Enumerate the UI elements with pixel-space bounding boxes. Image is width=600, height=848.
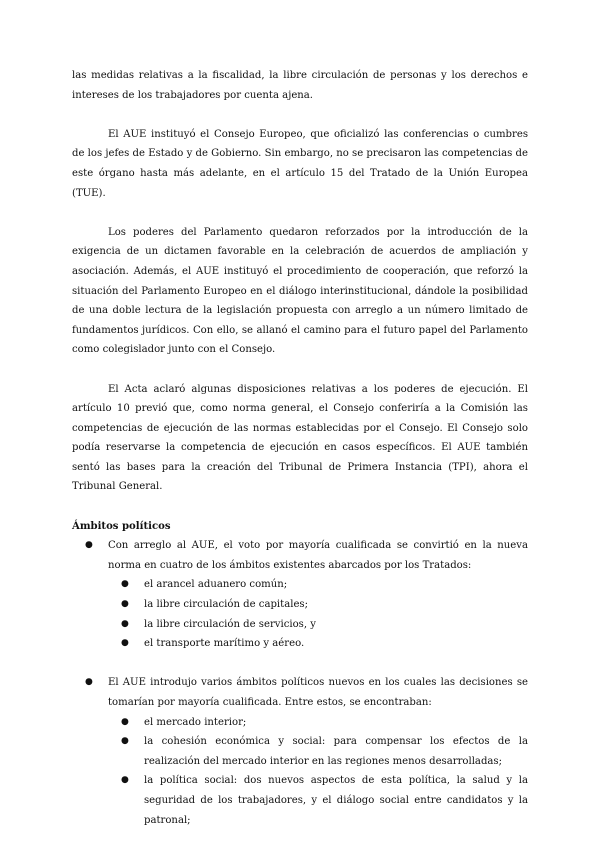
paragraph-european-council: El AUE instituyó el Consejo Europeo, que oficializó las conferencias o cumbres de los jefes de Estado y de Gobierno. Sin embargo, no se precisaron las competencias de este órgano hasta más adelante, en el artículo 15 del Tratado de la Unión Europea (TUE). — [72, 128, 528, 199]
list-item-text: Con arreglo al AUE, el voto por mayoría cualificada se convirtió en la nueva norma en cuatro de los ámbitos existentes abarcados por los Tratados: — [108, 540, 528, 571]
list-item-text: El AUE introdujo varios ámbitos políticos nuevos en los cuales las decisiones se tomarían por mayoría cualificada. Entre estos, se encontraban: — [108, 677, 528, 708]
paragraph-fiscal-measures: las medidas relativas a la fiscalidad, la libre circulación de personas y los derechos e intereses de los trabajadores por cuenta ajena. — [72, 70, 528, 101]
sublist-item-text: la libre circulación de capitales; — [144, 599, 309, 611]
paragraph-parliament-powers: Los poderes del Parlamento quedaron reforzados por la introducción de la exigencia de un dictamen favorable en la celebración de acuerdos de ampliación y asociación. Además, el AUE instituyó el procedimiento de cooperación, que reforzó la situación del Parlamento Europeo en el diálogo interinstitucional, dándole la posibilidad de una doble lectura de la legislación propuesta con arreglo a un número limitado de fundamentos jurídicos. Con ello, se allanó el camino para el futuro papel del Parlamento como colegislador junto con el Consejo. — [72, 226, 528, 356]
sublist-item — [108, 713, 528, 733]
sublist-item — [108, 615, 528, 635]
section-heading: Ámbitos políticos — [72, 520, 171, 532]
paragraph-execution-powers: El Acta aclaró algunas disposiciones relativas a los poderes de ejecución. El artículo 10 previó que, como norma general, el Consejo conferiría a la Comisión las competencias de ejecución de las normas establecidas por el Consejo. El Consejo solo podía reservarse la competencia de ejecución en casos específicos. El AUE también sentó las bases para la creación del Tribunal de Primera Instancia (TPI), ahora el Tribunal General. — [72, 383, 528, 493]
sublist-item-text: la libre circulación de servicios, y — [144, 618, 316, 630]
bullet-icon: ● — [85, 677, 93, 688]
bullet-icon: ● — [121, 736, 129, 747]
list-item — [72, 536, 528, 673]
sublist-item-text: el arancel aduanero común; — [144, 579, 288, 591]
sublist — [108, 713, 528, 831]
sublist-item — [108, 771, 528, 830]
sublist-item-text: la política social: dos nuevos aspectos de esta política, la salud y la seguridad de los trabajadores, y el diálogo social entre candidatos y la patronal; — [144, 775, 528, 826]
sublist-item — [108, 732, 528, 771]
bullet-icon: ● — [121, 775, 129, 786]
bullet-icon: ● — [121, 599, 129, 610]
sublist-item — [108, 575, 528, 595]
bullet-icon: ● — [85, 540, 93, 551]
bullet-icon: ● — [121, 618, 129, 629]
document-page — [72, 66, 528, 830]
sublist-item — [108, 595, 528, 615]
sublist-item-text: el transporte marítimo y aéreo. — [144, 638, 305, 650]
list-item — [72, 673, 528, 830]
list-spacer — [108, 654, 528, 674]
sublist — [108, 575, 528, 653]
sublist-item-text: el mercado interior; — [144, 716, 247, 728]
sublist-item-text: la cohesión económica y social: para compensar los efectos de la realización del mercado interior en las regiones menos desarrolladas; — [144, 736, 528, 767]
policy-list — [72, 536, 528, 830]
bullet-icon: ● — [121, 716, 129, 727]
bullet-icon: ● — [121, 579, 129, 590]
bullet-icon: ● — [121, 638, 129, 649]
sublist-item — [108, 634, 528, 654]
